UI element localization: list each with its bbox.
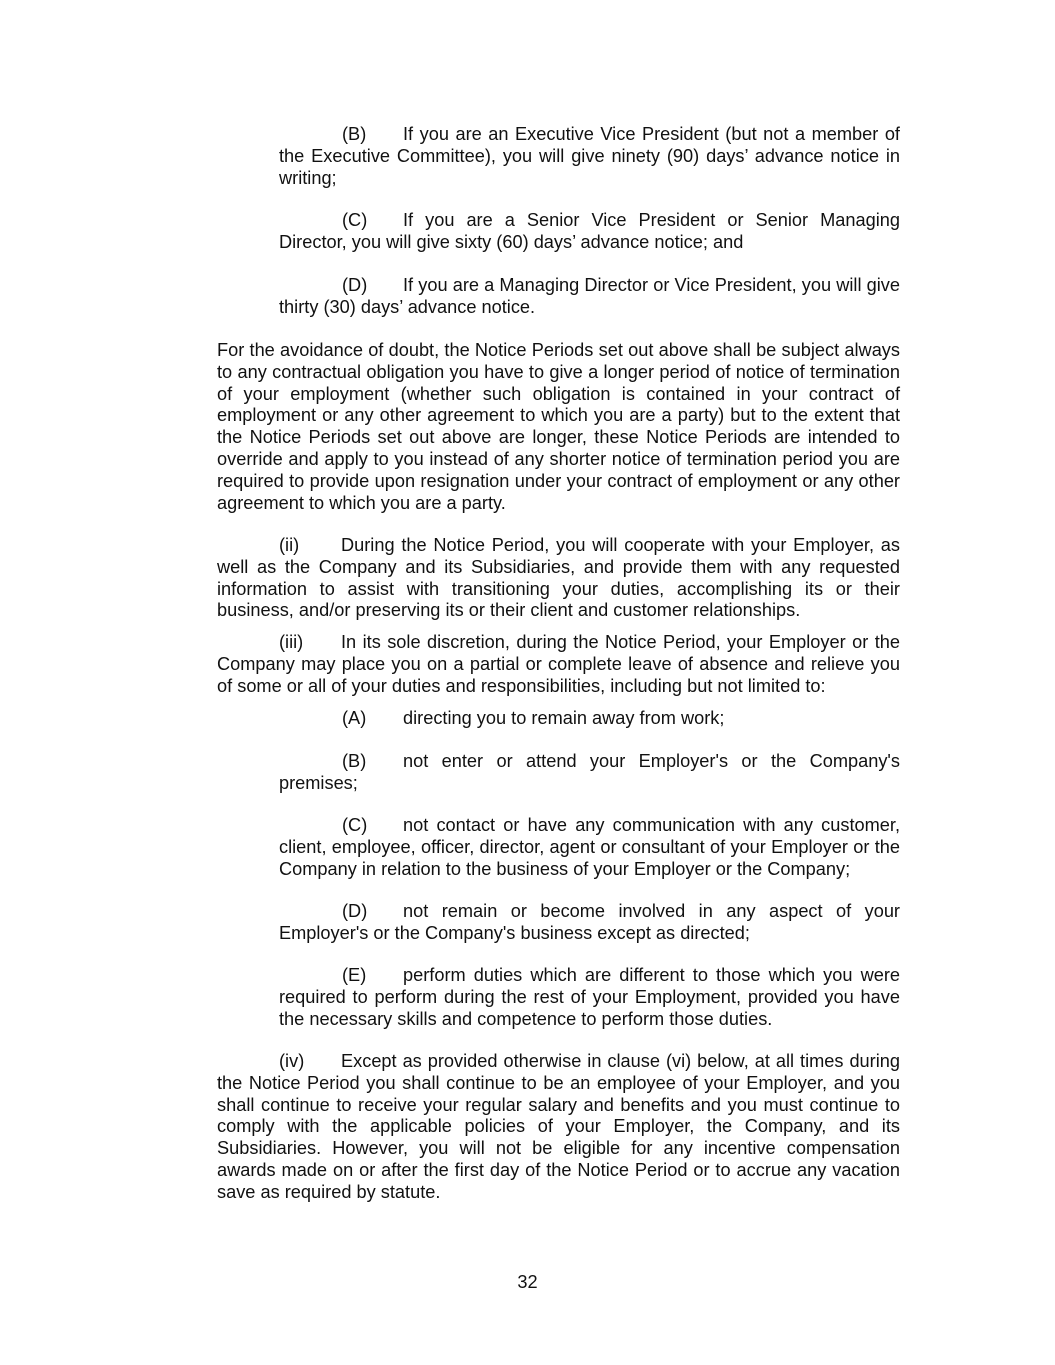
clause-label: (ii) [279,535,300,555]
item-text: not contact or have any communication with any customer, client, employee, officer, director, agent or consultant of your Employer or the Company in relation to the business of your Employer or the Company; [279,815,900,879]
leave-item-c [279,815,900,880]
item-label: (C) [342,210,368,230]
item-label: (D) [342,275,368,295]
clause-ii [217,535,900,622]
leave-item-e [279,965,900,1030]
item-text: If you are a Senior Vice President or Senior Managing Director, you will give sixty (60) days’ advance notice; and [279,210,900,252]
item-label: (E) [342,965,367,985]
clause-text: During the Notice Period, you will cooperate with your Employer, as well as the Company and its Subsidiaries, and provide them with any requested information to assist with transitioning your duties, accomplishing its or their business, and/or preserving its or their client and customer relationships. [217,535,900,621]
notice-item-c [279,210,900,254]
item-text: directing you to remain away from work; [403,708,725,728]
clause-label: (iv) [279,1051,305,1071]
clause-iv [217,1051,900,1204]
item-label: (B) [342,751,367,771]
item-text: If you are a Managing Director or Vice President, you will give thirty (30) days’ advance notice. [279,275,900,317]
item-label: (A) [342,708,367,728]
leave-item-d [279,901,900,945]
page-number: 32 [517,1272,538,1292]
clause-text: In its sole discretion, during the Notice Period, your Employer or the Company may place you on a partial or complete leave of absence and relieve you of some or all of your duties and responsibilities, including but not limited to: [217,632,900,696]
leave-item-a [279,708,900,730]
avoidance-paragraph: For the avoidance of doubt, the Notice Periods set out above shall be subject always to any contractual obligation you have to give a longer period of notice of termination of your employment (whether such obligation is contained in your contract of employment or any other agreement to which you are a party) but to the extent that the Notice Periods set out above are longer, these Notice Periods are intended to override and apply to you instead of any shorter notice of termination period you are required to provide upon resignation under your contract of employment or any other agreement to which you are a party. [217,340,900,513]
item-text: not remain or become involved in any aspect of your Employer's or the Company's business except as directed; [279,901,900,943]
item-text: not enter or attend your Employer's or the Company's premises; [279,751,900,793]
item-label: (B) [342,124,367,144]
notice-item-d [279,275,900,319]
notice-item-b [279,124,900,189]
clause-iii [217,632,900,697]
item-text: perform duties which are different to those which you were required to perform during the rest of your Employment, provided you have the necessary skills and competence to perform those duties. [279,965,900,1029]
clause-text: Except as provided otherwise in clause (vi) below, at all times during the Notice Period you shall continue to be an employee of your Employer, and you shall continue to receive your regular salary and benefits and you must continue to comply with the applicable policies of your Employer, the Company, and its Subsidiaries. However, you will not be eligible for any incentive compensation awards made on or after the first day of the Notice Period or to accrue any vacation save as required by statute. [217,1051,900,1202]
item-text: If you are an Executive Vice President (but not a member of the Executive Committee), you will give ninety (90) days’ advance notice in writing; [279,124,900,188]
item-label: (D) [342,901,368,921]
leave-item-b [279,751,900,795]
item-label: (C) [342,815,368,835]
clause-label: (iii) [279,632,304,652]
